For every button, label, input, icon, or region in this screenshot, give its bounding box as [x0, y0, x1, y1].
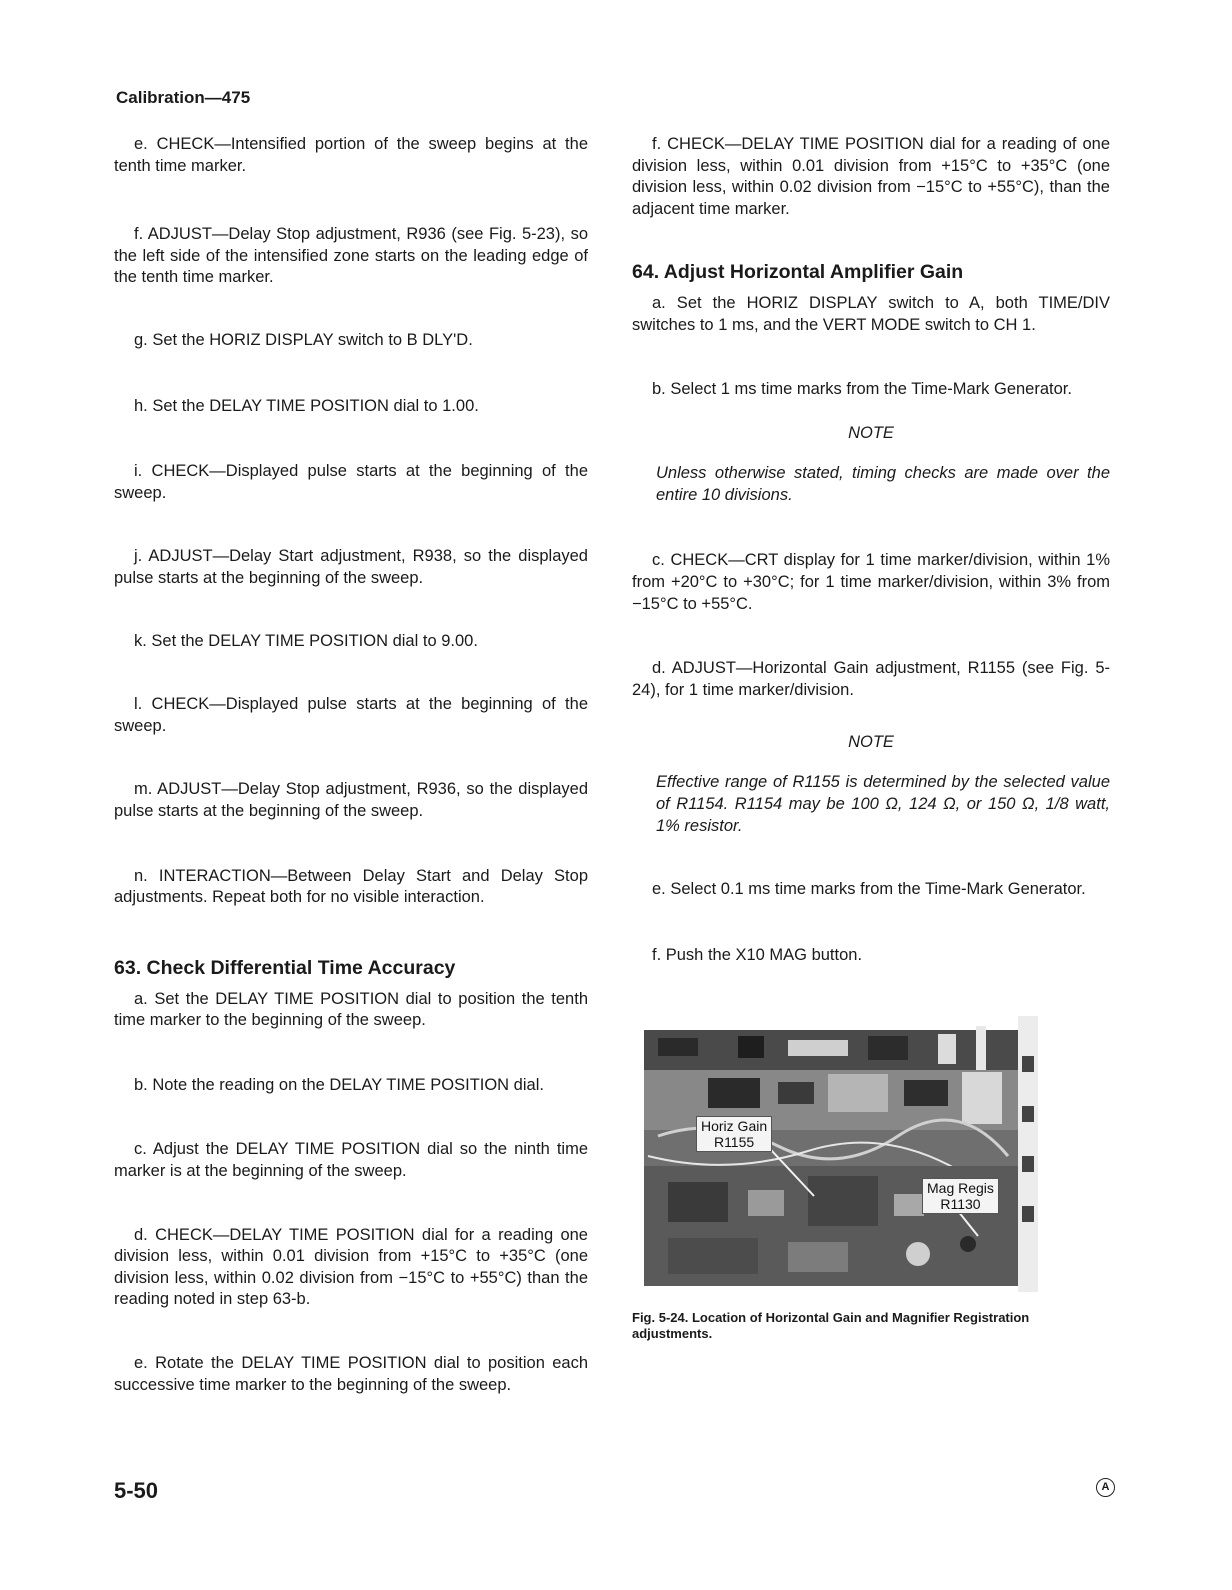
- step-63e: e. Rotate the DELAY TIME POSITION dial to position each successive time marker to the beginning of the sweep.: [114, 1354, 588, 1394]
- note-body-1: Unless otherwise stated, timing checks are made over the entire 10 divisions.: [656, 464, 1110, 504]
- page-number: 5-50: [114, 1478, 159, 1503]
- right-column: [632, 134, 1110, 1342]
- step-64b: b. Select 1 ms time marks from the Time-Mark Generator.: [652, 379, 1072, 398]
- step-64e: e. Select 0.1 ms time marks from the Time-Mark Generator.: [652, 880, 1086, 899]
- step-g: g. Set the HORIZ DISPLAY switch to B DLY'D.: [134, 330, 473, 349]
- note-title-2: NOTE: [848, 733, 894, 752]
- step-l: l. CHECK—Displayed pulse starts at the beginning of the sweep.: [114, 695, 588, 735]
- step-e: e. CHECK—Intensified portion of the sweep begins at the tenth time marker.: [114, 135, 588, 175]
- step-64a: a. Set the HORIZ DISPLAY switch to A, both TIME/DIV switches to 1 ms, and the VERT MODE switch to CH 1.: [632, 294, 1110, 334]
- step-63c: c. Adjust the DELAY TIME POSITION dial so the ninth time marker is at the beginning of the sweep.: [114, 1140, 588, 1181]
- step-m: m. ADJUST—Delay Stop adjustment, R936, so the displayed pulse starts at the beginning of the sweep.: [114, 780, 588, 820]
- step-f-right: f. CHECK—DELAY TIME POSITION dial for a reading of one division less, within 0.01 division from +15°C to +35°C (one division less, within 0.02 division from −15°C to +55°C), than the adjacent time marker.: [632, 135, 1110, 218]
- left-column: [114, 134, 588, 1396]
- step-n: n. INTERACTION—Between Delay Start and Delay Stop adjustments. Repeat both for no visible interaction.: [114, 866, 588, 907]
- step-i: i. CHECK—Displayed pulse starts at the beginning of the sweep.: [114, 462, 588, 502]
- mag-regis-ref: R1130: [940, 1196, 981, 1213]
- step-j: j. ADJUST—Delay Start adjustment, R938, so the displayed pulse starts at the beginning of the sweep.: [114, 547, 588, 587]
- step-63d: d. CHECK—DELAY TIME POSITION dial for a reading one division less, within 0.01 division from +15°C to +35°C (one division less, within 0.02 division from −15°C to +55°C) than the reading noted in step 63-b.: [114, 1225, 588, 1309]
- step-64d: d. ADJUST—Horizontal Gain adjustment, R1155 (see Fig. 5-24), for 1 time marker/division.: [632, 659, 1110, 699]
- step-k: k. Set the DELAY TIME POSITION dial to 9.00.: [134, 631, 478, 650]
- note-body-2: Effective range of R1155 is determined by the selected value of R1154. R1154 may be 100 Ω, 124 Ω, or 150 Ω, 1/8 watt, 1% resistor.: [656, 773, 1110, 835]
- section-64-heading: 64. Adjust Horizontal Amplifier Gain: [632, 261, 964, 284]
- section-63-heading: 63. Check Differential Time Accuracy: [114, 956, 456, 979]
- step-63b: b. Note the reading on the DELAY TIME POSITION dial.: [134, 1075, 544, 1094]
- page-header: Calibration—475: [116, 88, 251, 107]
- note-title-1: NOTE: [848, 424, 894, 443]
- figure-caption: Fig. 5-24. Location of Horizontal Gain and Magnifier Registration adjustments.: [632, 1310, 1030, 1342]
- horiz-gain-label: Horiz Gain: [701, 1118, 768, 1135]
- step-f: f. ADJUST—Delay Stop adjustment, R936 (see Fig. 5-23), so the left side of the intensified zone starts on the leading edge of the tenth time marker.: [114, 225, 588, 287]
- mag-regis-label: Mag Regis: [927, 1180, 994, 1197]
- horiz-gain-callout: [696, 1116, 772, 1152]
- step-64f: f. Push the X10 MAG button.: [652, 945, 863, 964]
- step-h: h. Set the DELAY TIME POSITION dial to 1.00.: [134, 396, 479, 415]
- horiz-gain-ref: R1155: [713, 1134, 755, 1151]
- revision-mark: A: [1096, 1478, 1115, 1497]
- step-63a: a. Set the DELAY TIME POSITION dial to position the tenth time marker to the beginning of the sweep.: [114, 989, 588, 1030]
- step-64c: c. CHECK—CRT display for 1 time marker/division, within 1% from +20°C to +30°C; for 1 time marker/division, within 3% from −15°C to +55°C.: [632, 551, 1110, 613]
- circuit-board-photo: [638, 986, 1040, 1292]
- mag-regis-callout: [922, 1178, 999, 1214]
